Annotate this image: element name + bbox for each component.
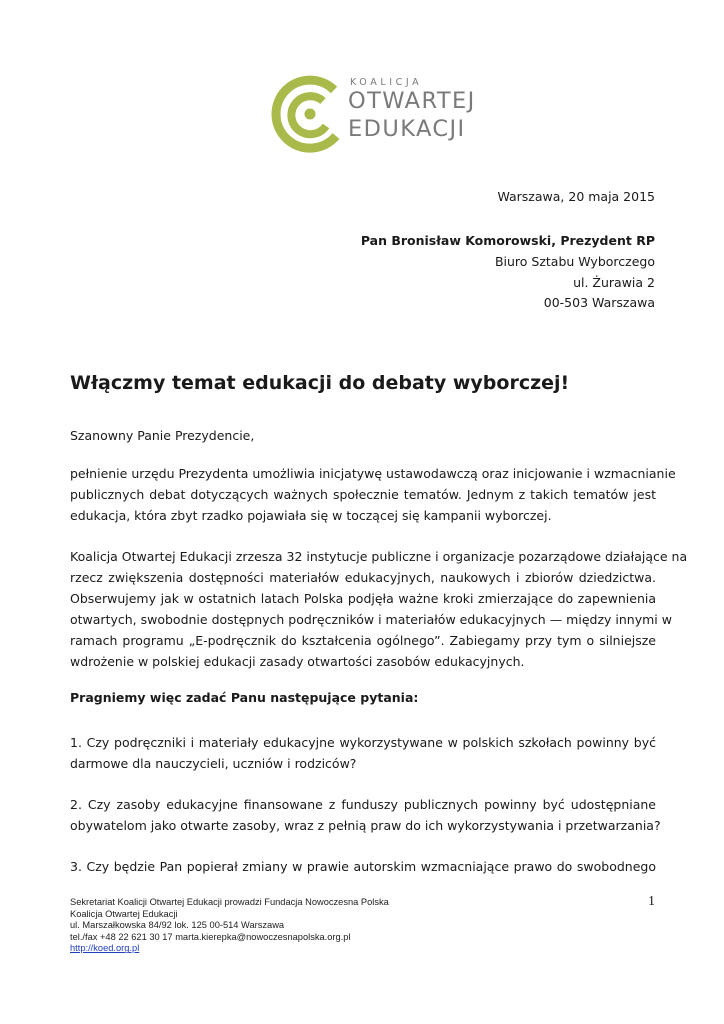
footer-line: tel./fax +48 22 621 30 17 marta.kierepka@nowoczesnapolska.org.pl [70, 931, 351, 942]
logo-line-otwartej: OTWARTEJ [348, 88, 476, 114]
recipient-line-2: ul. Żurawia 2 [573, 275, 655, 290]
paragraph-line: 3. Czy będzie Pan popierał zmiany w prawie autorskim wzmacniające prawo do swobodnego [70, 859, 656, 874]
paragraph-line: pełnienie urzędu Prezydenta umożliwia inicjatywę ustawodawczą oraz inicjowanie i wzmacnianie [70, 466, 676, 481]
paragraph-line: Obserwujemy jak w ostatnich latach Polska podjęła ważne kroki zmierzające do zapewnienia [70, 591, 656, 606]
question-1 [70, 732, 656, 774]
footer-line: Koalicja Otwartej Edukacji [70, 908, 178, 919]
logo-line-koalicja: KOALICJA [350, 77, 423, 88]
recipient-line-1: Biuro Sztabu Wyborczego [494, 254, 655, 269]
koed-logo [270, 74, 476, 154]
paragraph-line: 2. Czy zasoby edukacyjne finansowane z funduszy publicznych powinny być udostępniane [70, 797, 656, 812]
letter-date: Warszawa, 20 maja 2015 [497, 189, 655, 204]
paragraph-line: rzecz zwiększenia dostępności materiałów edukacyjnych, naukowych i zbiorów dziedzictwa. [70, 570, 656, 585]
footer-line: ul. Marszałkowska 84/92 lok. 125 00-514 Warszawa [70, 920, 285, 931]
footer-website-link[interactable]: http://koed.org.pl [70, 943, 140, 954]
page-number: 1 [648, 894, 655, 909]
paragraph-line: edukacja, która zbyt rzadko pojawiała się w toczącej się kampanii wyborczej. [70, 508, 552, 523]
paragraph-line: wdrożenie w polskiej edukacji zasady otwartości zasobów edukacyjnych. [70, 654, 525, 669]
paragraph-2 [70, 546, 688, 672]
question-2 [70, 794, 661, 836]
paragraph-line: Koalicja Otwartej Edukacji zrzesza 32 instytucje publiczne i organizacje pozarządowe działające na [70, 549, 688, 564]
paragraph-line: 1. Czy podręczniki i materiały edukacyjne wykorzystywane w polskich szkołach powinny być [70, 735, 656, 750]
questions-heading: Pragniemy więc zadać Panu następujące pytania: [70, 690, 419, 705]
paragraph-line: publicznych debat dotyczących ważnych społecznie tematów. Jednym z takich tematów jest [70, 487, 656, 502]
page-footer [70, 897, 389, 955]
paragraph-line: darmowe dla nauczycieli, uczniów i rodziców? [70, 756, 357, 771]
logo-line-edukacji: EDUKACJI [348, 116, 466, 142]
letter-title: Włączmy temat edukacji do debaty wyborczej! [70, 372, 570, 394]
recipient-line-3: 00-503 Warszawa [543, 295, 655, 310]
paragraph-line: otwartych, swobodnie dostępnych podręczników i materiałów edukacyjnych — między innymi w [70, 612, 672, 627]
question-3 [70, 856, 656, 877]
paragraph-1 [70, 463, 676, 526]
paragraph-line: ramach programu „E-podręcznik do kształcenia ogólnego”. Zabiegamy przy tym o silniejsze [70, 633, 656, 648]
recipient-name: Pan Bronisław Komorowski, Prezydent RP [360, 233, 655, 248]
footer-line: Sekretariat Koalicji Otwartej Edukacji prowadzi Fundacja Nowoczesna Polska [70, 897, 389, 907]
paragraph-line: obywatelom jako otwarte zasoby, wraz z pełnią praw do ich wykorzystywania i przetwarzania? [70, 818, 661, 833]
koed-logo-mark-icon [270, 74, 350, 154]
salutation: Szanowny Panie Prezydencie, [70, 428, 255, 443]
